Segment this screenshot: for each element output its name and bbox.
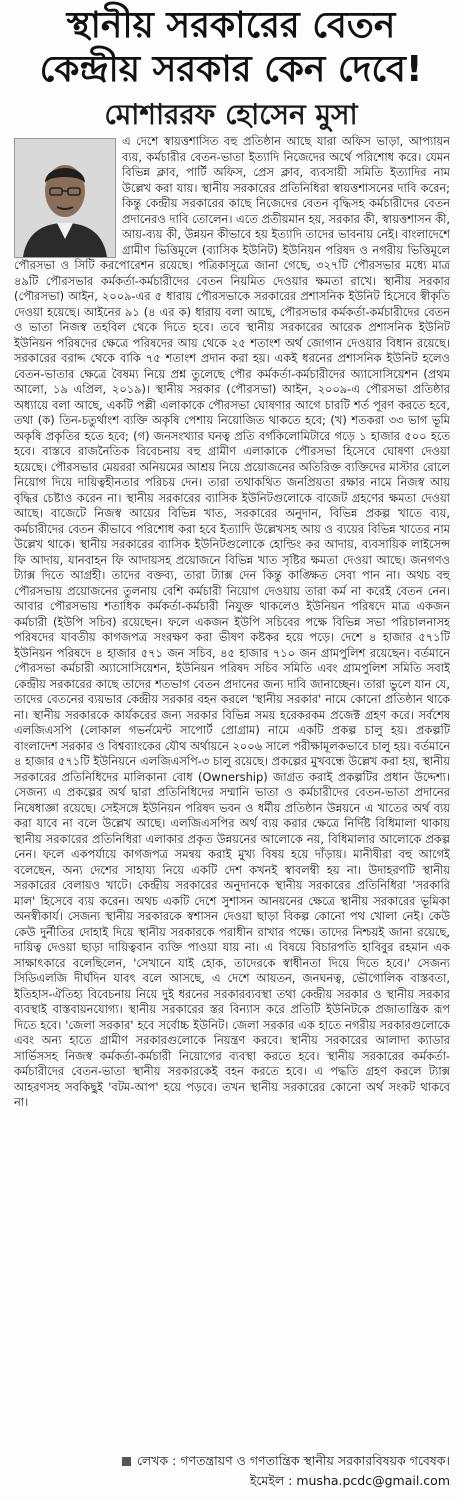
author-note-text: লেখক : গণতন্ত্রায়ণ ও গণতান্ত্রিক স্থানীয় সরকারবিষয়ক গবেষক। [136, 1453, 450, 1468]
email-line [250, 1472, 450, 1489]
author-name: মোশাররফ হোসেন মুসা [104, 98, 358, 131]
square-bullet-icon [122, 1457, 131, 1466]
email-address[interactable]: musha.pcdc@gmail.com [296, 1473, 450, 1488]
article-body [14, 134, 450, 1446]
headline-line-2: কেন্দ্রীয় সরকার কেন দেবে! [39, 49, 423, 90]
photo-wrap-spacer [14, 134, 122, 256]
headline-line-1: স্থানীয় সরকারের বেতন [66, 5, 396, 46]
email-label: ইমেইল : [249, 1473, 293, 1488]
author-note [60, 1452, 450, 1469]
article-paragraph: এ দেশে স্বায়ত্তশাসিত বহু প্রতিষ্ঠান আছে যারা অফিস ভাড়া, আপ্যায়ন ব্যয়, কর্মচারীর বেতন-ভাতা ইত্যাদি নিজেদের অর্থে পরিশোধ করে। যেমন বিভিন্ন ক্লাব, পার্টি অফিস, প্রেস ক্লাব, ব্যবসায়ী সমিতি ইত্যাদির নাম উল্লেখ করা যায়। স্থানীয় সরকারের প্রতিনিধিরা স্বায়ত্তশাসনের দাবি করেন; কিন্তু কেন্দ্রীয় সরকারের কাছে নিজেদের বেতন বৃদ্ধিসহ কর্মচারীদের বেতন প্রদানেরও দাবি তোলেন। এতে প্রতীয়মান হয়, সরকার কী, স্বায়ত্তশাসন কী, আয়-ব্যয় কী, উন্নয়ন কীভাবে হয় ইত্যাদি তাদের ভাবনায় নেই। বাংলাদেশে গ্রামীণ ভিত্তিমূলে (ব্যাসিক ইউনিট) ইউনিয়ন পরিষদ ও নগরীয় ভিত্তিমূলে পৌরসভা ও সিটি করপোরেশন রয়েছে। পত্রিকাসূত্রে জানা গেছে, ৩২৭টি পৌরসভার মধ্যে মাত্র ৪৯টি পৌরসভার কর্মকর্তা-কর্মচারীদের বেতন নিয়মিত দেওয়ার ক্ষমতা রাখে। স্থানীয় সরকার (পৌরসভা) আইন, ২০০৯-এর ৫ ধারায় পৌরসভাকে সরকারের প্রশাসনিক ইউনিট হিসেবে স্বীকৃতি দেওয়া হয়েছে। আইনের ৯১ (৪ এর ক) ধারায় বলা আছে, পৌরসভার কর্মকর্তা-কর্মচারীদের বেতন ও ভাতা নিজস্ব তহবিল থেকে দিতে হবে। তবে স্থানীয় সরকারের আরেক প্রশাসনিক ইউনিট ইউনিয়ন পরিষদের ক্ষেত্রে পরিষদের আয় থেকে ২৫ শতাংশ অর্থ জোগান দেওয়ার বিধান রয়েছে। সরকারের বরাদ্দ থেকে বাকি ৭৫ শতাংশ প্রদান করা হয়। একই ধরনের প্রশাসনিক ইউনিট হলেও বেতন-ভাতার ক্ষেত্রে বৈষম্য নিয়ে প্রশ্ন তুলেছে পৌর কর্মকর্তা-কর্মচারীদের অ্যাসোসিয়েশন (প্রথম আলো, ১৯ এপ্রিল, ২০১৯)। স্থানীয় সরকার (পৌরসভা) আইন, ২০০৯-এ পৌরসভা প্রতিষ্ঠার অধ্যায়ে বলা আছে, একটি পল্লী এলাকাকে পৌরসভা ঘোষণার আগে চারটি শর্ত পূরণ করতে হবে, তথা (ক) তিন-চতুর্থাংশ ব্যক্তি অকৃষি পেশায় নিয়োজিত থাকতে হবে; (খ) শতকরা ৩৩ ভাগ ভূমি অকৃষি প্রকৃতির হতে হবে; (গ) জনসংখ্যার ঘনত্ব প্রতি বর্গকিলোমিটারে গড়ে ১ হাজার ৫০০ হতে হবে। বাস্তবে রাজনৈতিক বিবেচনায় বহু গ্রামীণ এলাকাকে পৌরসভা হিসেবে ঘোষণা দেওয়া হয়েছে। পৌরসভার মেয়ররা অনিয়মের আশ্রয় নিয়ে প্রয়োজনের অতিরিক্ত ব্যক্তিদের মাস্টার রোলে নিয়োগ দিয়ে দায়িত্বহীনতার পরিচয় দেন। তারা তথাকথিত জনপ্রিয়তা রক্ষার নামে নিজস্ব আয় বৃদ্ধির চেষ্টাও করেন না। স্থানীয় সরকারের ব্যাসিক ইউনিটগুলোকে বাজেট গ্রহণের ক্ষমতা দেওয়া আছে। বাজেটে নিজস্ব আয়ের বিভিন্ন খাত, সরকারের অনুদান, বিভিন্ন প্রকল্প খাতে ব্যয়, কর্মচারীদের বেতন কীভাবে পরিশোধ করা হবে ইত্যাদি উল্লেখসহ আয় ও ব্যয়ের বিভিন্ন খাতের নাম উল্লেখ থাকে। স্থানীয় সরকারের ব্যাসিক ইউনিটগুলোকে হোল্ডিং কর আদায়, ব্যবসায়িক লাইসেন্স ফি আদায়, যানবাহন ফি আদায়সহ প্রয়োজনে বিভিন্ন খাত সৃষ্টির ক্ষমতা দেওয়া আছে। জনগণও ট্যাক্স দিতে আগ্রহী। তাদের বক্তব্য, তারা ট্যাক্স দেন কিন্তু কাঙ্ক্ষিত সেবা পান না। অথচ বহু পৌরসভায় প্রয়োজনের তুলনায় বেশি কর্মচারী নিয়োগ দেওয়ায় তারা কর্ম না করেই বেতন নেন। আবার পৌরসভায় শতাধিক কর্মকর্তা-কর্মচারী নিযুক্ত থাকলেও ইউনিয়ন পরিষদে মাত্র একজন কর্মচারী (ইউপি সচিব) রয়েছেন। ফলে একজন ইউপি সচিবের পক্ষে বিভিন্ন সভা পরিচালনাসহ পরিষদের যাবতীয় কাগজপত্র সংরক্ষণ করা ভীষণ কষ্টকর হয়ে পড়ে। দেশে ৪ হাজার ৫৭১টি ইউনিয়ন পরিষদে ৪ হাজার ৫৭১ জন সচিব, ৪৫ হাজার ৭১০ জন গ্রামপুলিশ রয়েছেন। বর্তমানে পৌরসভা কর্মচারী অ্যাসোসিয়েশন, ইউনিয়ন পরিষদ সচিব সমিতি এবং গ্রামপুলিশ সমিতি সবাই কেন্দ্রীয় সরকারের কাছে তাদের শতভাগ বেতন প্রদানের জন্য দাবি জানাচ্ছেন। তারা ভুলে যান যে, তাদের বেতনের ব্যয়ভার কেন্দ্রীয় সরকার বহন করলে 'স্থানীয় সরকার' নামে কোনো প্রতিষ্ঠান থাকে না। স্থানীয় সরকারকে কার্যকরের জন্য সরকার বিভিন্ন সময় হরেকরকম প্রজেক্ট গ্রহণ করে। সর্বশেষ এলজিএসপি (লোকাল গভর্নমেন্ট সাপোর্ট প্রোগ্রাম) নামে একটি প্রকল্প চালু হয়। প্রকল্পটি বাংলাদেশ সরকার ও বিশ্বব্যাংকের যৌথ অর্থায়নে ২০০৬ সালে পরীক্ষামূলকভাবে চালু হয়। বর্তমানে ৪ হাজার ৫৭১টি ইউনিয়নে এলজিএসপি-৩ চালু রয়েছে। প্রকল্পের মুখবন্ধে উল্লেখ করা হয়, স্থানীয় সরকারের প্রতিনিধিদের মালিকানা বোধ (Ownership) জাগ্রত করাই প্রকল্পটির প্রধান উদ্দেশ্য। সেজন্য এ প্রকল্পের অর্থ দ্বারা প্রতিনিধিদের সম্মানি ভাতা ও কর্মচারীদের বেতন-ভাতা প্রদানের নিষেধাজ্ঞা রয়েছে। সেইসঙ্গে ইউনিয়ন পরিষদ ভবন ও ধর্মীয় প্রতিষ্ঠান উন্নয়নে এ খাতের অর্থ ব্যয় করা যাবে না বলে উল্লেখ আছে। এলজিএসপির অর্থ ব্যয় করার ক্ষেত্রে নির্দিষ্ট বিধিমালা থাকায় স্থানীয় সরকারের প্রতিনিধিরা এলাকার প্রকৃত উন্নয়নের আলোকে নয়, বিধিমালার আলোকে প্রকল্প নেন। ফলে একপর্যায়ে কাগজপত্র সমন্বয় করাই মুখ্য বিষয় হয়ে দাঁড়ায়। মানীষীরা বহু আগেই বলেছেন, অন্য দেশের সাহায্য নিয়ে একটি দেশ কখনই স্বাবলম্বী হয় না। উদাহরণটি স্থানীয় সরকারের বেলায়ও খাটে। কেন্দ্রীয় সরকারের অনুদানকে স্থানীয় সরকারের প্রতিনিধিরা 'সরকারি মাল' হিসেবে ব্যয় করেন। অথচ একটি দেশে সুশাসন আনয়নের ক্ষেত্রে স্থানীয় সরকারের ভূমিকা অনস্বীকার্য। সেজন্য স্থানীয় সরকারকে স্বশাসন দেওয়া ছাড়া বিকল্প কোনো পথ খোলা নেই। কেউ কেউ দুর্নীতির দোহাই দিয়ে স্থানীয় সরকারকে পরাধীন রাখার পক্ষে। তাদের নিশ্চয়ই জানা রয়েছে, দায়িত্ব দেওয়া ছাড়া দায়িত্ববান ব্যক্তি পাওয়া যায় না। এ বিষয়ে বিচারপতি হাবিবুর রহমান এক সাক্ষাৎকারে বলেছিলেন, 'সেখানে যাই হোক, তাদেরকে স্বাধীনতা দিয়ে দিতে হবে।' সেজন্য সিডিএলজি দীর্ঘদিন যাবৎ বলে আসছে, এ দেশে আয়তন, জনঘনত্ব, ভৌগোলিক বাস্তবতা, ইতিহাস-ঐতিহ্য বিবেচনায় নিয়ে দুই ধরনের সরকারব্যবস্থা তথা কেন্দ্রীয় সরকার ও স্থানীয় সরকার ব্যবস্থাই বাস্তবায়নযোগ্য। স্থানীয় সরকারের স্তর বিন্যাস করে প্রতিটি ইউনিটকে প্রজাতান্ত্রিক রূপ দিতে হবে। 'জেলা সরকার' হবে সর্বোচ্চ ইউনিট। জেলা সরকার এক হাতে নগরীয় সরকারগুলোকে এবং অন্য হাতে গ্রামীণ সরকারগুলোকে নিয়ন্ত্রণ করবে। স্থানীয় সরকারের আলাদা ক্যাডার সার্ভিসসহ নিজস্ব কর্মকর্তা-কর্মচারী নিয়োগের ব্যবস্থা করতে হবে। স্থানীয় সরকারের কর্মকর্তা-কর্মচারীদের বেতন-ভাতা স্থানীয় সরকারকেই বহন করতে হবে। এ পদ্ধতি গ্রহণ করলে ট্যাক্স আহরণসহ সবকিছুই 'বটম-আপ' হয়ে পড়বে। তখন স্থানীয় সরকারের কোনো অর্থ সংকট থাকবে না। [14, 134, 450, 1109]
